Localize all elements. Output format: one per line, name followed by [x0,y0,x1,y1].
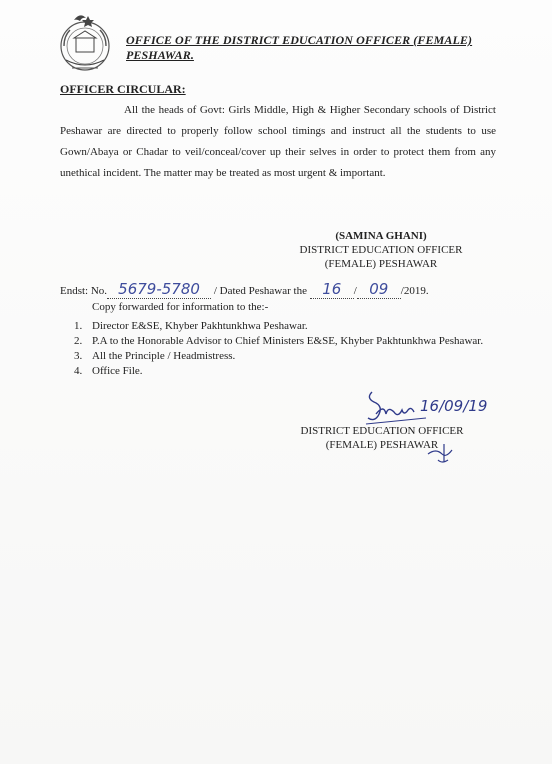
signatory-block [292,229,470,271]
list-item-number: 3. [74,350,83,362]
signatory-designation: DISTRICT EDUCATION OFFICER [299,244,463,256]
endorsement-day: 16 [310,280,354,299]
list-item-text: Director E&SE, Khyber Pakhtunkhwa Peshawar. [92,320,308,332]
list-item [60,365,500,378]
list-item-text: Office File. [92,365,143,377]
list-item-number: 1. [74,320,83,332]
endorsement-number: 5679-5780 [107,280,211,299]
office-title [126,33,506,63]
list-item-number: 4. [74,365,83,377]
list-item-number: 2. [74,335,83,347]
signature-designation: DISTRICT EDUCATION OFFICER [300,425,464,437]
endorsement-dated-label: / Dated Peshawar the [213,285,307,297]
handwritten-date: 16/09/19 [420,397,488,415]
list-item [60,335,500,348]
handwritten-mark-icon [424,440,464,466]
endorsement-month: 09 [357,280,401,299]
endorsement-year: /2019. [400,285,429,297]
list-item-text: All the Principle / Headmistress. [92,350,236,362]
endorsement-line [60,280,429,299]
signatory-name: (SAMINA GHANI) [335,230,427,242]
copy-forwarded-intro: Copy forwarded for information to the:- [92,301,269,313]
distribution-list [60,320,500,380]
list-item [60,350,500,363]
signature-office: (FEMALE) PESHAWAR [325,439,439,451]
office-title-line2: PESHAWAR. [126,48,194,62]
kpk-emblem-icon [52,10,118,76]
circular-body: All the heads of Govt: Girls Middle, High & Higher Secondary schools of District Peshawar are directed to properly follow school timings and instruct all the students to use Gown/Abaya or Chadar to veil/conceal/cover up their selves in order to protect them from any unethical incident. The matter may be treated as most urgent & important. [60,104,496,179]
list-item-text: P.A to the Honorable Advisor to Chief Ministers E&SE, Khyber Pakhtunkhwa Peshawar. [92,335,484,347]
signatory-office: (FEMALE) PESHAWAR [324,258,438,270]
list-item [60,320,500,333]
endorsement-prefix: Endst: No. [60,285,108,297]
circular-heading: OFFICER CIRCULAR: [60,82,186,96]
office-title-line1: OFFICE OF THE DISTRICT EDUCATION OFFICER (FEMALE) [126,33,473,47]
endorsement-sep: / [353,285,357,297]
